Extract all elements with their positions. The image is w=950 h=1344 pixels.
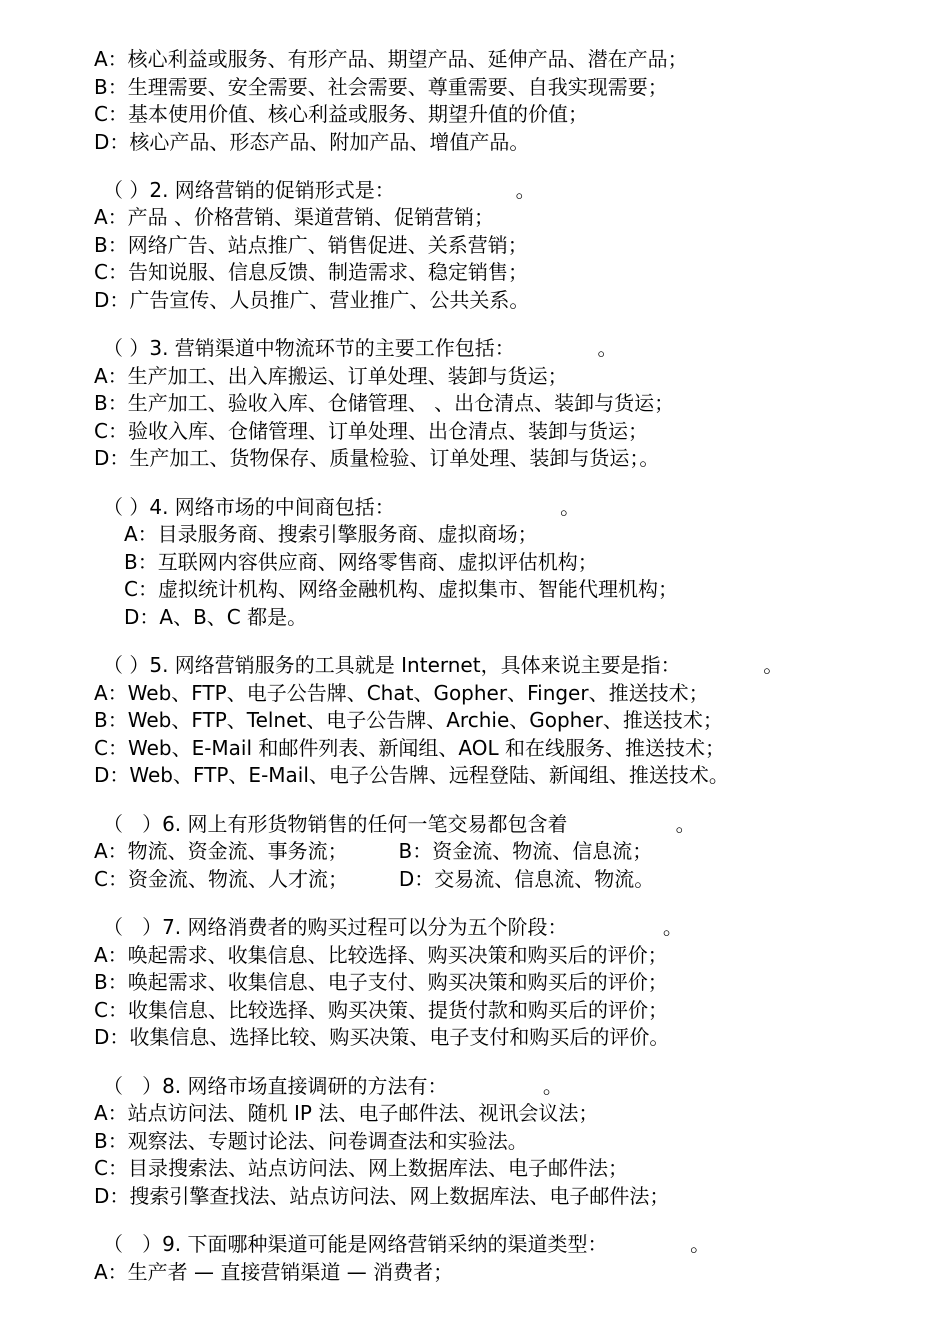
text-line: C：收集信息、比较选择、购买决策、提货付款和购买后的评价； <box>94 998 668 1022</box>
text-line: D：收集信息、选择比较、购买决策、电子支付和购买后的评价。 <box>94 1025 670 1049</box>
text-line: A：Web、FTP、电子公告牌、Chat、Gopher、Finger、推送技术； <box>94 681 709 705</box>
text-line: B：生产加工、验收入库、仓储管理、 、出仓清点、装卸与货运； <box>94 391 675 415</box>
text-line: C：Web、E-Mail 和邮件列表、新闻组、AOL 和在线服务、推送技术； <box>94 736 725 760</box>
text-line: B：唤起需求、收集信息、电子支付、购买决策和购买后的评价； <box>94 970 668 994</box>
text-line: C：目录搜索法、站点访问法、网上数据库法、电子邮件法； <box>94 1156 628 1180</box>
text-line: B：网络广告、站点推广、销售促进、关系营销； <box>94 233 528 257</box>
text-line: （ ）6. 网上有形货物销售的任何一笔交易都包含着 。 <box>103 812 696 836</box>
text-line: A：产品 、价格营销、渠道营销、促销营销； <box>94 205 495 229</box>
text-line: A：物流、资金流、事务流； B：资金流、物流、信息流； <box>94 839 653 863</box>
text-line: C：基本使用价值、核心利益或服务、期望升值的价值； <box>94 102 588 126</box>
text-line: （ ）2. 网络营销的促销形式是： 。 <box>103 178 536 202</box>
text-line: （ ）3. 营销渠道中物流环节的主要工作包括： 。 <box>103 336 618 360</box>
text-line: B：生理需要、安全需要、社会需要、尊重需要、自我实现需要； <box>94 75 668 99</box>
text-line: B：Web、FTP、Telnet、电子公告牌、Archie、Gopher、推送技术； <box>94 708 723 732</box>
text-line: C：告知说服、信息反馈、制造需求、稳定销售； <box>94 260 528 284</box>
text-line: （ ）9. 下面哪种渠道可能是网络营销采纳的渠道类型： 。 <box>103 1232 711 1256</box>
text-line: A：目录服务商、搜索引擎服务商、虚拟商场； <box>124 522 538 546</box>
text-line: （ ）4. 网络市场的中间商包括： 。 <box>103 495 581 519</box>
text-line: （ ）8. 网络市场直接调研的方法有： 。 <box>103 1074 563 1098</box>
text-line: A：生产加工、出入库搬运、订单处理、装卸与货运； <box>94 364 568 388</box>
text-line: B：互联网内容供应商、网络零售商、虚拟评估机构； <box>124 550 598 574</box>
text-line: D：广告宣传、人员推广、营业推广、公共关系。 <box>94 288 530 312</box>
text-line: C：资金流、物流、人才流； D：交易流、信息流、物流。 <box>94 867 655 891</box>
text-line: A：生产者 — 直接营销渠道 — 消费者； <box>94 1260 454 1284</box>
text-line: D：核心产品、形态产品、附加产品、增值产品。 <box>94 130 530 154</box>
text-line: C：虚拟统计机构、网络金融机构、虚拟集市、智能代理机构； <box>124 577 678 601</box>
text-line: B：观察法、专题讨论法、问卷调查法和实验法。 <box>94 1129 528 1153</box>
text-line: （ ）5. 网络营销服务的工具就是 Internet，具体来说主要是指： 。 <box>103 653 784 677</box>
text-line: A：唤起需求、收集信息、比较选择、购买决策和购买后的评价； <box>94 943 668 967</box>
text-line: D：Web、FTP、E-Mail、电子公告牌、远程登陆、新闻组、推送技术。 <box>94 763 729 787</box>
text-line: D：生产加工、货物保存、质量检验、订单处理、装卸与货运；。 <box>94 446 660 470</box>
text-line: D：A、B、C 都是。 <box>124 605 308 629</box>
text-line: A：站点访问法、随机 IP 法、电子邮件法、视讯会议法； <box>94 1101 599 1125</box>
text-line: D：搜索引擎查找法、站点访问法、网上数据库法、电子邮件法； <box>94 1184 670 1208</box>
text-line: （ ）7. 网络消费者的购买过程可以分为五个阶段： 。 <box>103 915 683 939</box>
text-line: C：验收入库、仓储管理、订单处理、出仓清点、装卸与货运； <box>94 419 648 443</box>
text-line: A：核心利益或服务、有形产品、期望产品、延伸产品、潜在产品； <box>94 47 688 71</box>
